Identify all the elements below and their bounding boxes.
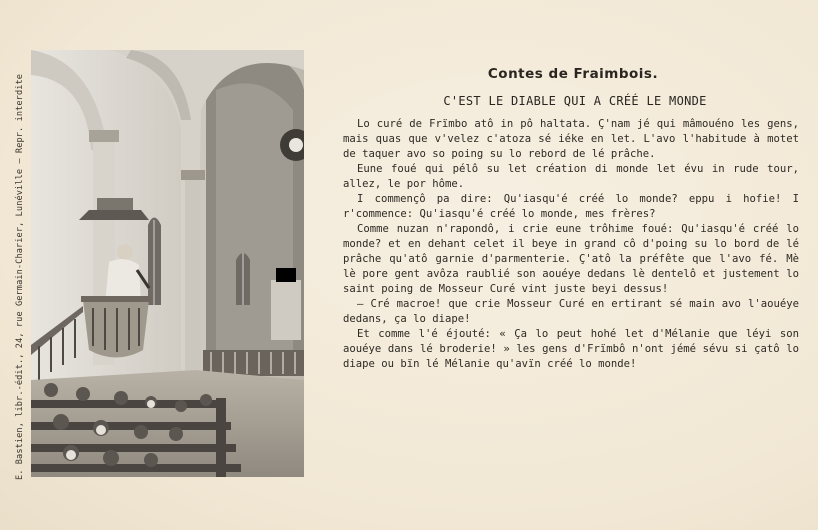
story-paragraph: Eune foué qui pélô su let création di monde let évu in rude tour, allez, le por hôme. xyxy=(343,163,799,190)
story-paragraph: — Cré macroe! que crie Mosseur Curé en ertirant sé main avo l'aouéye dedans, ça lo diape! xyxy=(343,298,799,325)
story-paragraph: Lo curé de Frïmbo atô in pô haltata. Ç'nam jé qui mâmouéno les gens, mais quas que v'velez c'atoza sé iéke en let. L'avo l'habitude à motet de taquer avo so poing su lo rebord de lé prâche. xyxy=(343,118,799,160)
story-paragraph: Et comme l'é éjouté: « Ça lo peut hohé let d'Mélanie que léyi son aouéye dans lé broderie! » les gens d'Frïmbô n'ont jémé sévu si çatô lo diape ou bïn lé Mélanie qu'avïn créé lo monde! xyxy=(343,328,799,370)
story-text xyxy=(343,117,799,372)
story-title: C'EST LE DIABLE QUI A CRÉÉ LE MONDE xyxy=(443,94,707,108)
story-paragraph: Comme nuzan n'rapondô, i crie eune trôhime foué: Qu'iasqu'é créé lo monde? et en dehant celet il beye in grand cô d'poing su lo bord de lé prâche qu'atô garnie d'parmenterie. Ç'atô la préfête que l'avo fé. Mè lè pore gent avôza raublié son aouéye dedans lè dentelô et justement lo saint poing de Mosseur Curé vint juste beyi dessus! xyxy=(343,223,799,295)
church-illustration xyxy=(31,50,304,477)
publisher-credit-text: E. Bastien, libr.-édit., 24, rue Germain-Charier, Lunéville — Repr. interdite xyxy=(15,73,25,481)
publisher-credit xyxy=(6,72,34,482)
collection-title: Contes de Fraimbois. xyxy=(487,66,659,82)
story-paragraph: I commençô pa dire: Qu'iasqu'é créé lo monde? eppu i hofie! I r'commence: Qu'iasqu'é créé lo monde, mes frères? xyxy=(343,193,799,220)
